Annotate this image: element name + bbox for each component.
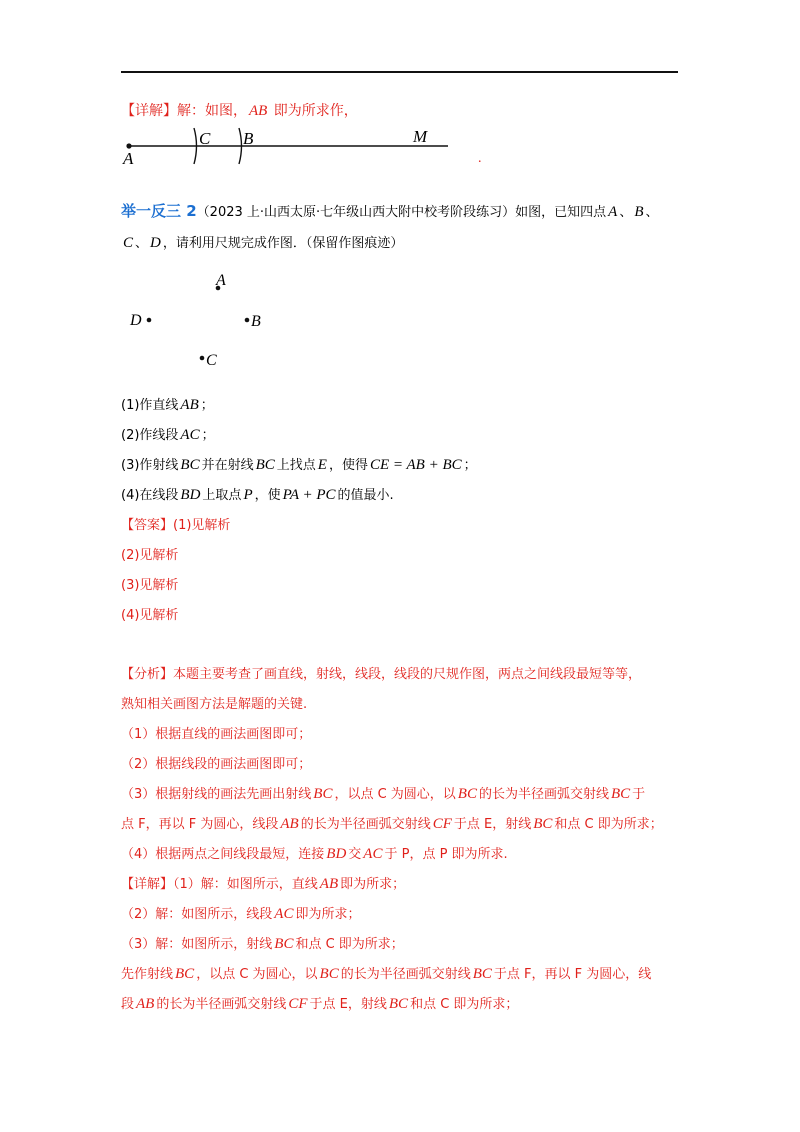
math-term: AB: [249, 103, 268, 119]
text-run: （3）解：如图所示，射线: [121, 937, 273, 952]
text-run: （3）根据射线的画法先画出射线: [121, 787, 312, 802]
analysis-step3-line2: [121, 813, 663, 833]
math-term: P: [243, 487, 253, 503]
math-term: CF: [432, 816, 452, 832]
text-run: 和点 C 即为所求；: [410, 997, 519, 1012]
question-3: [121, 454, 477, 474]
fig2-label-b: B: [251, 313, 261, 330]
text-run: 的长为半径画弧交射线: [340, 967, 471, 982]
text-run: ；: [201, 428, 215, 443]
text-run: ；: [463, 458, 477, 473]
text-run: ，以点 C 为圆心，以: [196, 967, 318, 982]
text-run: 、: [619, 205, 633, 220]
text-run: 上取点: [202, 488, 242, 503]
text-run: 于点 E，射线: [453, 817, 532, 832]
text-run: 【答案】(1)见解析: [121, 518, 231, 533]
math-term: BC: [533, 816, 553, 832]
text-run: (2)作线段: [121, 428, 179, 443]
text-run: （4）根据两点之间线段最短，连接: [121, 847, 325, 862]
text-run: (2)见解析: [121, 548, 179, 563]
figure-segment-construction: [115, 122, 495, 172]
answer-4: [121, 604, 178, 623]
math-term: BC: [319, 966, 339, 982]
answer-2: [121, 544, 178, 563]
math-term: BC: [255, 457, 275, 473]
text-run: (3)见解析: [121, 578, 179, 593]
fig1-label-c: C: [199, 129, 211, 148]
text-run: 【详解】（1）解：如图所示，直线: [121, 877, 318, 892]
header-rule: [121, 71, 678, 73]
math-term: BC: [274, 936, 294, 952]
detail-intro: [121, 100, 358, 120]
text-run: 和点 C 即为所求；: [554, 817, 663, 832]
text-run: （2023 上·山西太原·七年级山西大附中校考阶段练习）如图，已知四点: [196, 205, 607, 220]
text-run: 【分析】本题主要考查了画直线，射线，线段，线段的尺规作图，两点之间线段最短等等，: [121, 667, 642, 682]
math-term: AC: [363, 846, 383, 862]
text-run: 于 P，点 P 即为所求.: [384, 847, 508, 862]
math-term: CE = AB + BC: [369, 457, 462, 473]
fig2-label-a: A: [216, 272, 226, 289]
text-run: ，请利用尺规完成作图．（保留作图痕迹）: [162, 236, 404, 251]
text-run: （1）根据直线的画法画图即可；: [121, 727, 312, 742]
math-term: AB: [319, 876, 339, 892]
question-1: [121, 394, 214, 414]
text-run: 交: [348, 847, 362, 862]
fig1-trailing-dot: .: [478, 151, 482, 166]
math-term: A: [608, 204, 618, 220]
figure-four-points: [120, 268, 280, 378]
detail-step1: [121, 873, 405, 893]
practice-problem-line1: [121, 200, 659, 221]
text-run: 、: [645, 205, 659, 220]
text-run: ，使得: [328, 458, 368, 473]
math-term: BC: [457, 786, 477, 802]
text-run: 的长为半径画弧交射线: [300, 817, 431, 832]
text-run: (1)作直线: [121, 398, 179, 413]
text-run: 的长为半径画弧交射线: [478, 787, 609, 802]
math-term: BD: [180, 487, 201, 503]
text-run: 即为所求作，: [269, 103, 358, 119]
analysis-step1: [121, 723, 311, 742]
math-term: BD: [326, 846, 347, 862]
fig2-label-c: C: [206, 352, 217, 369]
text-run: 于点 F，再以 F 为圆心，线: [493, 967, 652, 982]
math-term: PA + PC: [282, 487, 336, 503]
text-run: （2）解：如图所示，线段: [121, 907, 273, 922]
analysis-step2: [121, 753, 311, 772]
text-run: 段: [121, 997, 135, 1012]
math-term: BC: [180, 457, 200, 473]
text-run: (4)见解析: [121, 608, 179, 623]
analysis-step4: [121, 843, 508, 863]
fig2-label-d: D: [130, 312, 142, 329]
detail-step3-explain-line2: [121, 993, 518, 1013]
text-run: (3)作射线: [121, 458, 179, 473]
text-run: 的值最小.: [337, 488, 394, 503]
fig1-label-b: B: [243, 129, 254, 148]
text-run: ，以点 C 为圆心，以: [334, 787, 456, 802]
math-term: BC: [610, 786, 631, 802]
text-run: 熟知相关画图方法是解题的关键.: [121, 697, 308, 712]
text-run: ，使: [254, 488, 281, 503]
detail-step3: [121, 933, 404, 953]
math-term: BC: [175, 966, 195, 982]
text-run: 、: [135, 236, 149, 251]
practice-problem-line2: [121, 232, 403, 252]
math-term: CF: [288, 996, 308, 1012]
math-term: AC: [180, 427, 200, 443]
math-term: E: [317, 457, 327, 473]
text-run: 的长为半径画弧交射线: [156, 997, 287, 1012]
fig1-label-a: A: [123, 149, 134, 168]
math-term: BC: [472, 966, 492, 982]
analysis-line1: [121, 663, 641, 682]
analysis-step3-line1: [121, 783, 645, 803]
question-2: [121, 424, 215, 444]
detail-step2: [121, 903, 360, 923]
text-run: 即为所求；: [340, 877, 406, 892]
text-run: 上找点: [276, 458, 316, 473]
math-term: AB: [180, 397, 199, 413]
text-run: ；: [200, 398, 214, 413]
text-run: 于: [632, 787, 646, 802]
math-term: AB: [280, 816, 299, 832]
fig1-label-m: M: [413, 127, 428, 146]
text-run: 【详解】解：如图，: [121, 103, 247, 119]
text-run: （2）根据线段的画法画图即可；: [121, 757, 312, 772]
question-4: [121, 484, 394, 504]
text-run: 先作射线: [121, 967, 174, 982]
text-run: 并在射线: [201, 458, 254, 473]
section-label: 举一反三 2: [121, 202, 197, 220]
math-term: D: [150, 235, 161, 251]
math-term: BC: [313, 786, 333, 802]
math-term: B: [634, 204, 644, 220]
math-term: C: [123, 235, 134, 251]
text-run: (4)在线段: [121, 488, 179, 503]
text-run: 即为所求；: [295, 907, 361, 922]
math-term: AB: [136, 996, 155, 1012]
answer-3: [121, 574, 178, 593]
math-term: AC: [274, 906, 294, 922]
analysis-line2: [121, 693, 307, 712]
text-run: 点 F，再以 F 为圆心，线段: [121, 817, 279, 832]
answer-1: [121, 514, 230, 533]
text-run: 和点 C 即为所求；: [295, 937, 404, 952]
detail-step3-explain-line1: [121, 963, 651, 983]
math-term: BC: [388, 996, 409, 1012]
text-run: 于点 E，射线: [309, 997, 387, 1012]
